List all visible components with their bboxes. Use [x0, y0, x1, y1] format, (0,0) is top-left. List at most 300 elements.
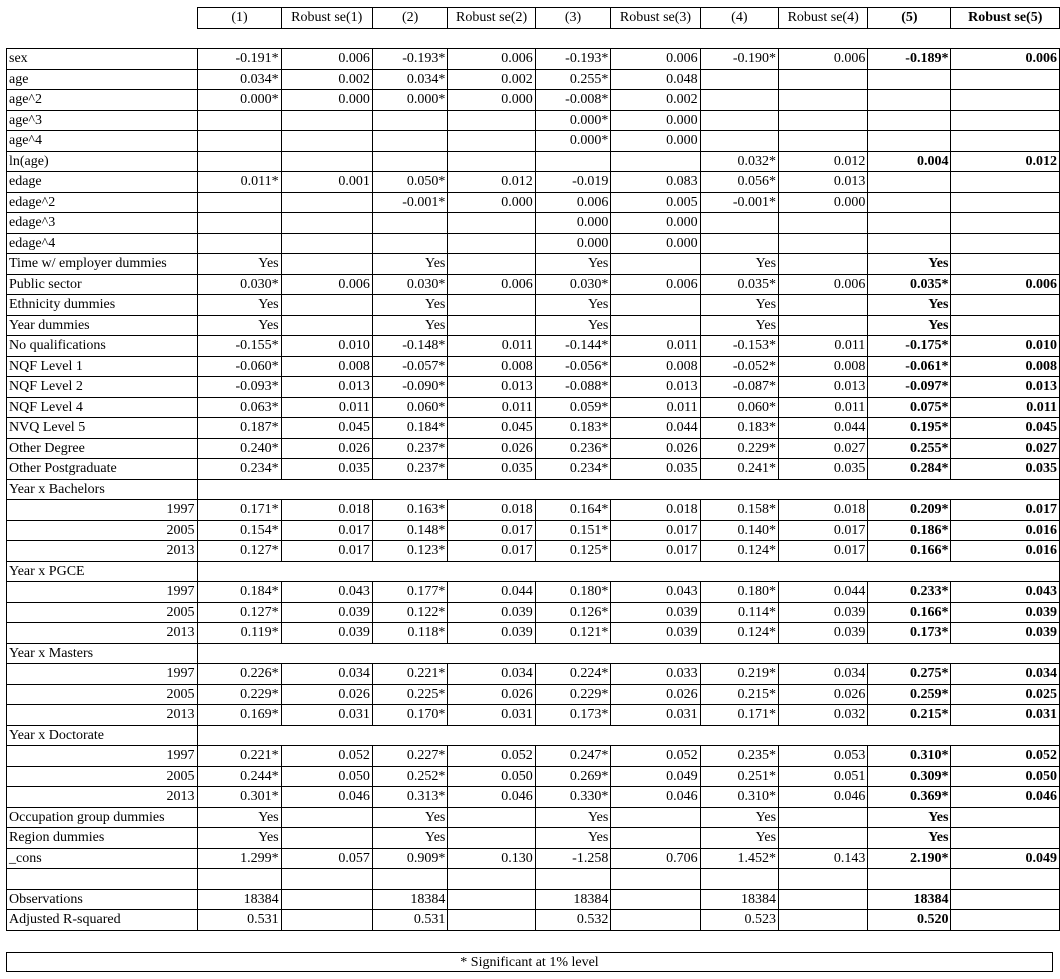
table-cell: -0.193* [535, 49, 611, 70]
table-row [7, 315, 1060, 336]
table-cell: 0.219* [700, 664, 778, 685]
table-cell [700, 233, 778, 254]
column-header: (3) [535, 8, 611, 29]
row-label: edage^3 [7, 213, 198, 234]
table-cell: 0.039 [281, 623, 372, 644]
row-label: NQF Level 1 [7, 356, 198, 377]
table-row [7, 705, 1060, 726]
table-cell: 0.011 [779, 336, 868, 357]
table-cell [198, 643, 281, 664]
table-cell: 0.017 [779, 520, 868, 541]
row-label: Time w/ employer dummies [7, 254, 198, 275]
table-cell: 0.033 [611, 664, 700, 685]
column-header: Robust se(3) [611, 8, 700, 29]
table-cell [281, 295, 372, 316]
table-cell: 0.143 [779, 848, 868, 869]
table-cell: 0.531 [372, 910, 448, 931]
table-cell [951, 910, 1060, 931]
table-cell [372, 110, 448, 131]
table-cell [700, 69, 778, 90]
table-cell: 0.221* [198, 746, 281, 767]
table-cell [281, 213, 372, 234]
table-row [7, 623, 1060, 644]
table-cell: Yes [868, 828, 951, 849]
table-cell: -0.001* [372, 192, 448, 213]
table-cell: 0.236* [535, 438, 611, 459]
table-cell [779, 295, 868, 316]
row-label: Observations [7, 889, 198, 910]
table-cell [868, 561, 951, 582]
table-cell: 0.171* [198, 500, 281, 521]
table-cell [951, 90, 1060, 111]
table-cell: Yes [868, 807, 951, 828]
table-cell: 0.313* [372, 787, 448, 808]
table-cell: 0.235* [700, 746, 778, 767]
table-cell: 0.006 [448, 274, 535, 295]
table-cell: 0.255* [535, 69, 611, 90]
table-cell: 0.130 [448, 848, 535, 869]
table-cell: 0.043 [611, 582, 700, 603]
row-label: _cons [7, 848, 198, 869]
table-cell: 0.016 [951, 520, 1060, 541]
table-row [7, 828, 1060, 849]
table-cell: 0.011 [448, 336, 535, 357]
table-cell: Yes [535, 807, 611, 828]
row-label: 2013 [7, 787, 198, 808]
table-cell: -0.193* [372, 49, 448, 70]
table-cell: 0.026 [611, 438, 700, 459]
row-label: Year x Bachelors [7, 479, 198, 500]
table-cell: 0.520 [868, 910, 951, 931]
table-cell: 0.184* [372, 418, 448, 439]
table-cell: 0.039 [611, 623, 700, 644]
table-cell [951, 69, 1060, 90]
table-cell: 0.269* [535, 766, 611, 787]
table-cell: 0.013 [951, 377, 1060, 398]
table-cell: 0.369* [868, 787, 951, 808]
table-cell: 2.190* [868, 848, 951, 869]
row-label: ln(age) [7, 151, 198, 172]
table-row [7, 766, 1060, 787]
table-cell: 0.049 [611, 766, 700, 787]
table-row [7, 910, 1060, 931]
table-cell: 0.127* [198, 602, 281, 623]
table-cell: 0.016 [951, 541, 1060, 562]
table-cell [281, 828, 372, 849]
table-cell: 0.030* [535, 274, 611, 295]
table-cell: Yes [868, 315, 951, 336]
table-row [7, 90, 1060, 111]
table-cell [198, 151, 281, 172]
table-cell [868, 233, 951, 254]
table-cell: 0.006 [611, 274, 700, 295]
table-cell: 0.215* [700, 684, 778, 705]
table-cell [611, 725, 700, 746]
table-cell: Yes [198, 828, 281, 849]
table-cell [281, 643, 372, 664]
table-cell: 0.000 [281, 90, 372, 111]
table-cell [281, 725, 372, 746]
table-cell [281, 192, 372, 213]
table-cell: 0.043 [281, 582, 372, 603]
table-cell: 0.126* [535, 602, 611, 623]
column-header: (2) [372, 8, 448, 29]
table-cell: 0.006 [951, 274, 1060, 295]
row-label: 2013 [7, 541, 198, 562]
table-cell: 0.011 [281, 397, 372, 418]
table-cell [951, 254, 1060, 275]
table-cell: 18384 [535, 889, 611, 910]
table-cell: 0.173* [535, 705, 611, 726]
table-cell [281, 131, 372, 152]
table-cell [611, 151, 700, 172]
table-cell [535, 151, 611, 172]
table-cell: 0.083 [611, 172, 700, 193]
table-cell: Yes [700, 315, 778, 336]
table-cell [779, 479, 868, 500]
row-label: Occupation group dummies [7, 807, 198, 828]
table-cell: 0.044 [448, 582, 535, 603]
table-cell [611, 828, 700, 849]
table-cell: Yes [372, 254, 448, 275]
table-cell: 0.237* [372, 459, 448, 480]
row-label: Year x Masters [7, 643, 198, 664]
table-cell: 0.275* [868, 664, 951, 685]
row-label: 1997 [7, 500, 198, 521]
table-cell: 0.026 [448, 684, 535, 705]
table-cell: 0.030* [372, 274, 448, 295]
table-cell: 0.018 [779, 500, 868, 521]
row-label: age^3 [7, 110, 198, 131]
table-cell: 0.035* [700, 274, 778, 295]
row-label: 2005 [7, 766, 198, 787]
table-cell: 0.000 [448, 90, 535, 111]
table-cell: 0.244* [198, 766, 281, 787]
table-cell [611, 479, 700, 500]
table-cell: 0.035 [779, 459, 868, 480]
table-cell: 0.045 [448, 418, 535, 439]
table-cell: 0.039 [951, 602, 1060, 623]
table-row [7, 746, 1060, 767]
table-cell: 18384 [700, 889, 778, 910]
table-cell: 0.011 [611, 336, 700, 357]
row-label: NVQ Level 5 [7, 418, 198, 439]
table-row [7, 848, 1060, 869]
table-cell [448, 131, 535, 152]
row-label: No qualifications [7, 336, 198, 357]
table-cell [535, 643, 611, 664]
row-label: edage [7, 172, 198, 193]
table-cell [951, 807, 1060, 828]
table-cell: 0.060* [372, 397, 448, 418]
table-cell [281, 110, 372, 131]
group-header-row [7, 561, 1060, 582]
table-cell: 0.006 [611, 49, 700, 70]
table-cell: 0.034 [448, 664, 535, 685]
table-cell [372, 213, 448, 234]
table-cell: 0.166* [868, 602, 951, 623]
table-cell: 0.002 [281, 69, 372, 90]
table-cell: 0.035 [281, 459, 372, 480]
table-cell: 0.227* [372, 746, 448, 767]
table-cell [281, 233, 372, 254]
table-cell: 0.010 [281, 336, 372, 357]
table-row [7, 787, 1060, 808]
table-cell: 0.034 [951, 664, 1060, 685]
table-cell [868, 213, 951, 234]
table-cell [779, 889, 868, 910]
table-cell [700, 110, 778, 131]
table-cell: 0.706 [611, 848, 700, 869]
table-cell: 0.148* [372, 520, 448, 541]
table-cell: 0.046 [448, 787, 535, 808]
table-cell: 0.301* [198, 787, 281, 808]
table-cell [779, 828, 868, 849]
table-cell: 0.226* [198, 664, 281, 685]
table-cell [779, 233, 868, 254]
table-cell: 18384 [372, 889, 448, 910]
table-cell: Yes [198, 295, 281, 316]
row-label: 2005 [7, 684, 198, 705]
table-cell: Yes [868, 254, 951, 275]
table-cell: 0.000* [535, 110, 611, 131]
table-cell: 1.299* [198, 848, 281, 869]
table-cell: 0.124* [700, 623, 778, 644]
table-cell: 0.001 [281, 172, 372, 193]
table-cell: 0.017 [448, 520, 535, 541]
spacer-row [7, 869, 1060, 890]
table-cell: 0.052 [281, 746, 372, 767]
table-cell: 0.183* [700, 418, 778, 439]
table-cell [535, 561, 611, 582]
table-cell: 0.234* [535, 459, 611, 480]
table-cell: 0.186* [868, 520, 951, 541]
table-cell: 0.013 [611, 377, 700, 398]
table-cell: 0.035 [448, 459, 535, 480]
table-cell [198, 192, 281, 213]
table-cell: 0.122* [372, 602, 448, 623]
table-cell: 0.017 [779, 541, 868, 562]
table-cell [868, 90, 951, 111]
table-cell: 0.183* [535, 418, 611, 439]
table-cell: 0.063* [198, 397, 281, 418]
table-row [7, 602, 1060, 623]
table-cell [281, 254, 372, 275]
table-row [7, 377, 1060, 398]
table-cell: 0.252* [372, 766, 448, 787]
table-cell [779, 725, 868, 746]
table-cell [198, 479, 281, 500]
table-cell [700, 131, 778, 152]
table-row [7, 807, 1060, 828]
table-cell: Yes [535, 828, 611, 849]
table-cell: 0.018 [448, 500, 535, 521]
table-cell: 0.180* [700, 582, 778, 603]
table-cell: 0.026 [448, 438, 535, 459]
table-cell: 0.026 [611, 684, 700, 705]
table-cell [779, 131, 868, 152]
table-cell: 0.045 [281, 418, 372, 439]
table-cell [448, 254, 535, 275]
table-cell: 0.060* [700, 397, 778, 418]
table-cell: Yes [198, 254, 281, 275]
table-cell: 0.006 [448, 49, 535, 70]
table-cell [281, 315, 372, 336]
table-cell: -0.191* [198, 49, 281, 70]
row-label: age^2 [7, 90, 198, 111]
table-cell: Yes [700, 828, 778, 849]
table-cell [779, 110, 868, 131]
table-cell: 0.000* [372, 90, 448, 111]
table-cell: 0.059* [535, 397, 611, 418]
table-cell [868, 110, 951, 131]
table-cell: 0.044 [779, 582, 868, 603]
table-cell: 18384 [198, 889, 281, 910]
table-cell: 0.151* [535, 520, 611, 541]
table-cell [198, 725, 281, 746]
row-label: age^4 [7, 131, 198, 152]
table-cell: 0.027 [779, 438, 868, 459]
table-cell: 0.000* [535, 131, 611, 152]
table-cell: 0.034* [372, 69, 448, 90]
table-cell [448, 561, 535, 582]
table-cell: 0.229* [535, 684, 611, 705]
table-cell: 0.164* [535, 500, 611, 521]
table-cell: 0.008 [281, 356, 372, 377]
table-cell: 0.013 [281, 377, 372, 398]
table-cell [779, 910, 868, 931]
table-cell: 0.000 [779, 192, 868, 213]
header-row [7, 8, 1060, 29]
table-cell: -1.258 [535, 848, 611, 869]
table-cell: 0.012 [951, 151, 1060, 172]
table-cell [868, 172, 951, 193]
table-cell: 0.026 [281, 684, 372, 705]
table-cell: 0.046 [951, 787, 1060, 808]
table-cell: 0.013 [779, 172, 868, 193]
table-cell: Yes [868, 295, 951, 316]
spacer-row [7, 28, 1060, 49]
table-cell [198, 561, 281, 582]
table-cell: 0.011 [779, 397, 868, 418]
row-label: edage^4 [7, 233, 198, 254]
regression-table [6, 7, 1060, 931]
table-cell [868, 192, 951, 213]
table-cell: 0.034* [198, 69, 281, 90]
table-cell: -0.056* [535, 356, 611, 377]
table-cell: 0.039 [448, 602, 535, 623]
table-cell [372, 131, 448, 152]
table-cell: 0.523 [700, 910, 778, 931]
column-header: (4) [700, 8, 778, 29]
table-cell: 0.000 [611, 213, 700, 234]
table-cell [448, 807, 535, 828]
group-header-row [7, 643, 1060, 664]
column-header: (5) [868, 8, 951, 29]
table-cell: 0.031 [448, 705, 535, 726]
table-cell: -0.052* [700, 356, 778, 377]
table-cell [951, 479, 1060, 500]
table-cell: 0.008 [779, 356, 868, 377]
table-cell: 0.011* [198, 172, 281, 193]
table-cell [779, 254, 868, 275]
table-cell: -0.090* [372, 377, 448, 398]
table-cell: 0.039 [448, 623, 535, 644]
table-cell [700, 725, 778, 746]
table-cell: Yes [372, 807, 448, 828]
table-row [7, 541, 1060, 562]
table-cell: 0.056* [700, 172, 778, 193]
table-cell [372, 151, 448, 172]
table-cell [700, 479, 778, 500]
table-cell: 0.000 [448, 192, 535, 213]
table-cell: -0.061* [868, 356, 951, 377]
table-cell [779, 807, 868, 828]
table-cell: -0.190* [700, 49, 778, 70]
table-cell [448, 479, 535, 500]
row-label: Other Degree [7, 438, 198, 459]
table-cell: 0.000 [535, 213, 611, 234]
table-cell: 0.000* [198, 90, 281, 111]
table-cell: 0.075* [868, 397, 951, 418]
table-cell: 0.008 [448, 356, 535, 377]
table-cell: -0.144* [535, 336, 611, 357]
table-row [7, 459, 1060, 480]
table-cell: 0.255* [868, 438, 951, 459]
table-cell: 0.140* [700, 520, 778, 541]
table-cell: 0.309* [868, 766, 951, 787]
table-cell: 0.180* [535, 582, 611, 603]
table-cell: 0.017 [448, 541, 535, 562]
table-cell: 0.154* [198, 520, 281, 541]
table-cell: 0.017 [611, 520, 700, 541]
table-cell: 0.039 [951, 623, 1060, 644]
table-cell [448, 233, 535, 254]
table-cell: 0.039 [281, 602, 372, 623]
table-cell: 0.031 [611, 705, 700, 726]
table-cell: 0.224* [535, 664, 611, 685]
table-cell: -0.008* [535, 90, 611, 111]
table-cell: -0.153* [700, 336, 778, 357]
table-cell: 0.002 [448, 69, 535, 90]
table-cell: 0.006 [951, 49, 1060, 70]
table-cell: 0.247* [535, 746, 611, 767]
table-cell: 0.051 [779, 766, 868, 787]
row-label: Ethnicity dummies [7, 295, 198, 316]
table-cell: 0.170* [372, 705, 448, 726]
table-cell: -0.060* [198, 356, 281, 377]
row-label: NQF Level 4 [7, 397, 198, 418]
table-cell: 0.012 [448, 172, 535, 193]
table-cell [281, 151, 372, 172]
row-label: Adjusted R-squared [7, 910, 198, 931]
table-cell [951, 172, 1060, 193]
table-cell: 0.004 [868, 151, 951, 172]
table-cell [951, 110, 1060, 131]
table-cell: 0.046 [779, 787, 868, 808]
table-cell [448, 151, 535, 172]
table-cell: 0.006 [779, 274, 868, 295]
row-label: age [7, 69, 198, 90]
table-cell: -0.189* [868, 49, 951, 70]
table-cell: 0.030* [198, 274, 281, 295]
group-header-row [7, 479, 1060, 500]
row-label: Public sector [7, 274, 198, 295]
column-header: Robust se(2) [448, 8, 535, 29]
table-row [7, 397, 1060, 418]
table-cell: 0.012 [779, 151, 868, 172]
table-cell: 0.057 [281, 848, 372, 869]
